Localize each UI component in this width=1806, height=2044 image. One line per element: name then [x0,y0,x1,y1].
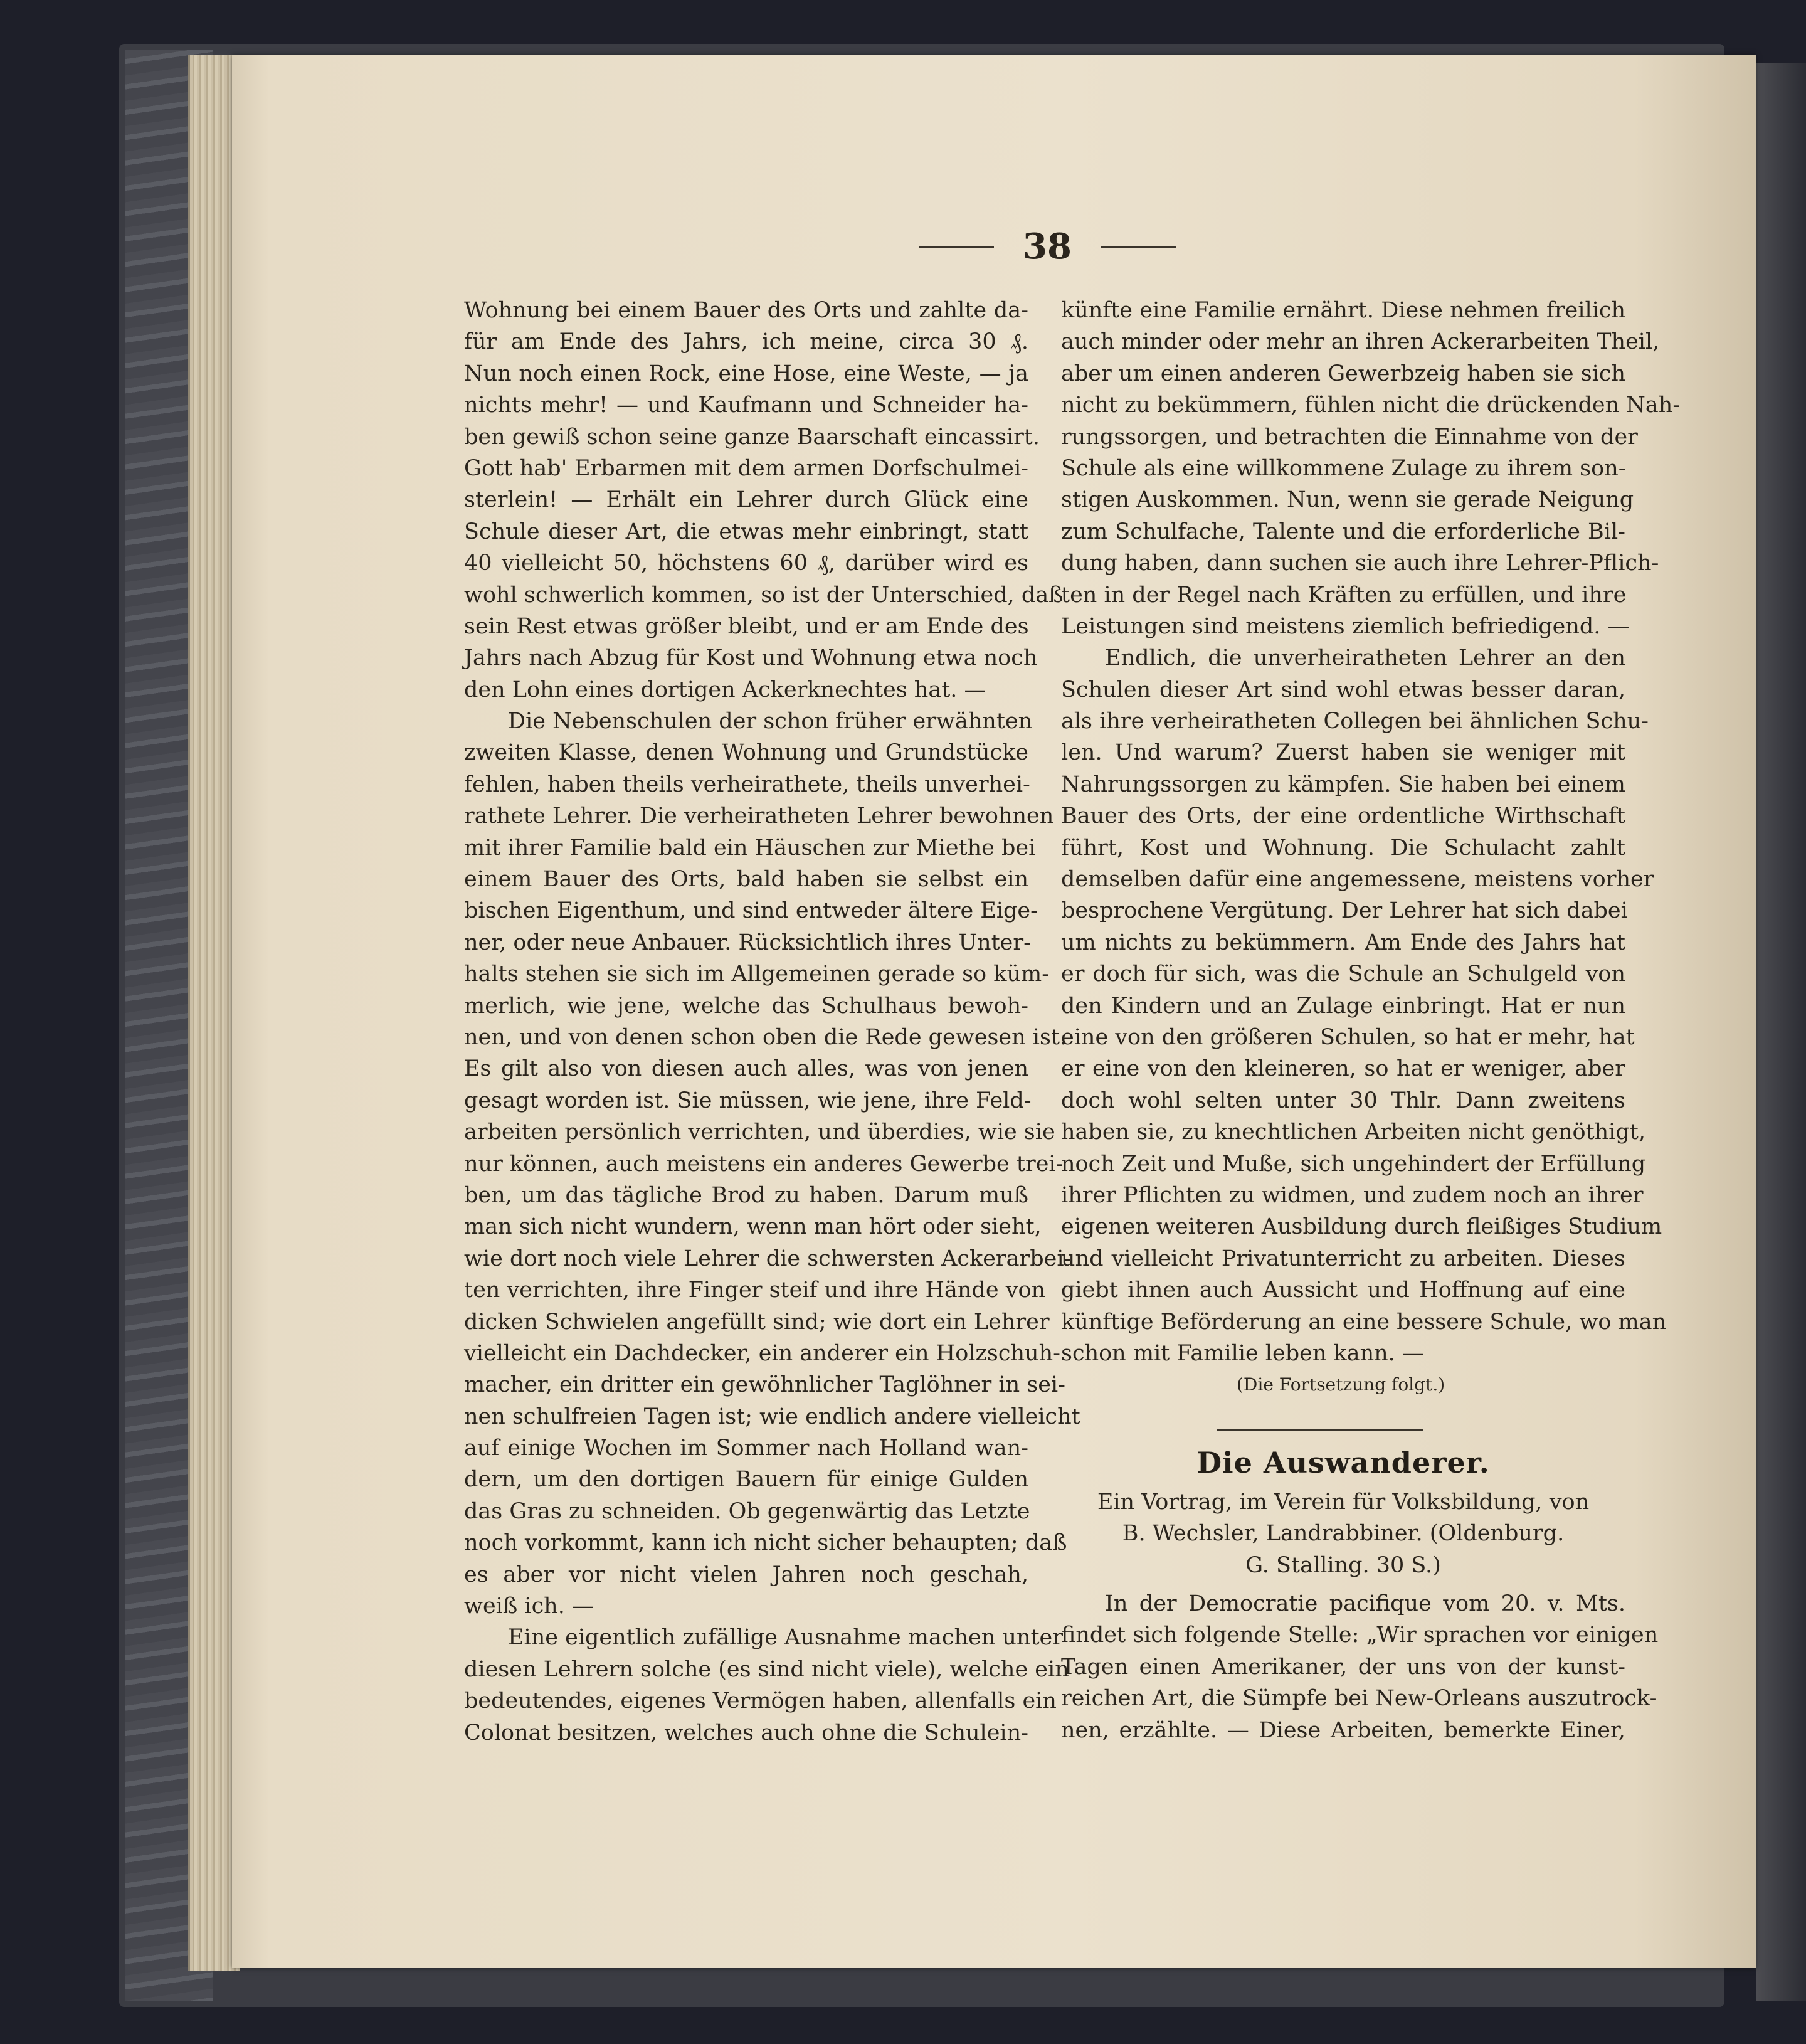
text-line: auf einige Wochen im Sommer nach Holland wan- [464,1436,1028,1461]
text-line: diesen Lehrern solche (es sind nicht viele), welche ein [464,1656,1069,1682]
text-line: Nun noch einen Rock, eine Hose, eine Weste, — ja [464,361,1028,386]
text-line: arbeiten persönlich verrichten, und überdies, wie sie [464,1120,1055,1145]
text-line: führt, Kost und Wohnung. Die Schulacht zahlt [1061,835,1625,860]
folio-rule-left [919,246,994,248]
text-line: vielleicht ein Dachdecker, ein anderer ein Holzschuh- [464,1340,1060,1366]
text-line: zweiten Klasse, denen Wohnung und Grundstücke [464,740,1028,766]
text-line: als ihre verheiratheten Collegen bei ähnlichen Schu- [1061,709,1649,734]
text-line: man sich nicht wundern, wenn man hört oder sieht, [464,1214,1042,1240]
text-line: len. Und warum? Zuerst haben sie weniger mit [1061,740,1625,766]
text-line: merlich, wie jene, welche das Schulhaus bewoh- [464,993,1028,1019]
text-line: er eine von den kleineren, so hat er weniger, aber [1061,1056,1625,1082]
text-line: noch vorkommt, kann ich nicht sicher behaupten; daß [464,1530,1067,1556]
text-line: rungssorgen, und betrachten die Einnahme von der [1061,424,1638,450]
article-body [1061,1588,1659,1746]
text-line: nen schulfreien Tagen ist; wie endlich andere vielleicht [464,1404,1080,1429]
text-line: macher, ein dritter ein gewöhnlicher Taglöhner in sei- [464,1372,1065,1398]
text-line: bischen Eigenthum, und sind entweder ältere Eige- [464,898,1038,924]
text-line: reichen Art, die Sümpfe bei New-Orleans auszutrock- [1061,1686,1657,1712]
subtitle-line: B. Wechsler, Landrabbiner. (Oldenburg. [1122,1521,1565,1547]
text-line: Endlich, die unverheiratheten Lehrer an den [1105,645,1625,671]
text-line: ner, oder neue Anbauer. Rücksichtlich ihres Unter- [464,929,1031,955]
text-line: Jahrs nach Abzug für Kost und Wohnung etwa noch [464,645,1038,671]
right-column [1061,295,1681,1401]
article-title: Die Auswanderer. [1196,1446,1490,1480]
text-line: fehlen, haben theils verheirathete, theils unverhei- [464,771,1030,797]
text-line: zum Schulfache, Talente und die erforderliche Bil- [1061,519,1625,544]
subtitle-line: Ein Vortrag, im Verein für Volksbildung, von [1097,1490,1590,1515]
text-line: Die Nebenschulen der schon früher erwähnten [508,709,1033,734]
text-line: auch minder oder mehr an ihren Ackerarbeiten Theil, [1061,329,1660,355]
text-line: sterlein! — Erhält ein Lehrer durch Glück eine [464,487,1028,513]
text-line: stigen Auskommen. Nun, wenn sie gerade Neigung [1061,487,1634,513]
text-line: gesagt worden ist. Sie müssen, wie jene, ihre Feld- [464,1088,1032,1113]
text-line: er doch für sich, was die Schule an Schulgeld von [1061,961,1625,987]
text-line: dicken Schwielen angefüllt sind; wie dort ein Lehrer [464,1309,1050,1335]
text-line: aber um einen anderen Gewerbzeig haben sie sich [1061,361,1626,386]
text-line: 40 vielleicht 50, höchstens 60 ₰, darüber wird es [464,551,1028,576]
text-line: mit ihrer Familie bald ein Häuschen zur Miethe bei [464,835,1036,860]
text-line: dern, um den dortigen Bauern für einige Gulden [464,1467,1028,1493]
text-line: giebt ihnen auch Aussicht und Hoffnung auf eine [1061,1278,1625,1303]
text-line: ten in der Regel nach Kräften zu erfüllen, und ihre [1061,582,1627,608]
text-line: Schule dieser Art, die etwas mehr einbringt, statt [464,519,1028,544]
text-line: nichts mehr! — und Kaufmann und Schneider ha- [464,393,1028,418]
text-line: eigenen weiteren Ausbildung durch fleißiges Studium [1061,1214,1662,1240]
text-line: nen, erzählte. — Diese Arbeiten, bemerkte Einer, [1061,1717,1625,1743]
text-line: ben gewiß schon seine ganze Baarschaft eincassirt. [464,424,1040,450]
text-line: nicht zu bekümmern, fühlen nicht die drückenden Nah- [1061,393,1681,418]
text-line: Eine eigentlich zufällige Ausnahme machen unter [508,1625,1063,1651]
text-line: doch wohl selten unter 30 Thlr. Dann zweitens [1061,1088,1625,1113]
text-line: nur können, auch meistens ein anderes Gewerbe trei- [464,1151,1064,1177]
text-line: dung haben, dann suchen sie auch ihre Lehrer-Pflich- [1061,551,1659,576]
page-number: 38 [1023,226,1072,267]
text-line: findet sich folgende Stelle: „Wir sprachen vor einigen [1061,1623,1659,1648]
text-line: das Gras zu schneiden. Ob gegenwärtig das Letzte [464,1498,1030,1524]
text-line: Schule als eine willkommene Zulage zu ihrem son- [1061,455,1626,481]
continuation-note: (Die Fortsetzung folgt.) [1237,1374,1445,1395]
text-line: ten verrichten, ihre Finger steif und ihre Hände von [464,1278,1046,1303]
text-line: wie dort noch viele Lehrer die schwersten Ackerarbei- [464,1246,1072,1271]
text-line: nen, und von denen schon oben die Rede gewesen ist. [464,1024,1067,1050]
text-line: für am Ende des Jahrs, ich meine, circa 30 ₰. [464,329,1028,355]
text-line: Gott hab' Erbarmen mit dem armen Dorfschulmei- [464,455,1028,481]
text-line: einem Bauer des Orts, bald haben sie selbst ein [464,867,1028,892]
text-line: Colonat besitzen, welches auch ohne die Schulein- [464,1720,1028,1745]
text-line: ben, um das tägliche Brod zu haben. Darum muß [464,1182,1028,1208]
article-separator-rule [1217,1429,1423,1431]
text-line: halts stehen sie sich im Allgemeinen gerade so küm- [464,961,1050,987]
text-line: Leistungen sind meistens ziemlich befriedigend. — [1061,613,1630,639]
text-line: künftige Beförderung an eine bessere Schule, wo man [1061,1309,1667,1335]
article-subtitle [1061,1486,1625,1581]
subtitle-line: G. Stalling. 30 S.) [1245,1552,1441,1578]
left-column [464,295,1080,1749]
text-line: rathete Lehrer. Die verheiratheten Lehrer bewohnen [464,803,1054,829]
text-line: und vielleicht Privatunterricht zu arbeiten. Dieses [1061,1246,1625,1271]
text-line: Bauer des Orts, der eine ordentliche Wirthschaft [1061,803,1625,829]
text-line: bedeutendes, eigenes Vermögen haben, allenfalls ein [464,1688,1057,1714]
text-line: Schulen dieser Art sind wohl etwas besser daran, [1061,677,1625,702]
text-line: Tagen einen Amerikaner, der uns von der kunst- [1061,1654,1625,1680]
right-book-edge [1756,63,1806,2001]
text-line: ihrer Pflichten zu widmen, und zudem noch an ihrer [1061,1182,1644,1208]
text-line: schon mit Familie leben kann. — [1061,1340,1424,1366]
text-line: den Lohn eines dortigen Ackerknechtes hat. — [464,677,986,702]
text-line: noch Zeit und Muße, sich ungehindert der Erfüllung [1061,1151,1646,1177]
text-line: weiß ich. — [464,1594,594,1619]
text-line: demselben dafür eine angemessene, meistens vorher [1061,867,1654,892]
text-line: den Kindern und an Zulage einbringt. Hat er nun [1061,993,1625,1019]
text-line: Nahrungssorgen zu kämpfen. Sie haben bei einem [1061,771,1625,797]
text-line: eine von den größeren Schulen, so hat er mehr, hat [1061,1024,1635,1050]
text-line: Wohnung bei einem Bauer des Orts und zahlte da- [464,298,1028,323]
text-line: In der Democratie pacifique vom 20. v. Mts. [1105,1591,1625,1616]
text-line: künfte eine Familie ernährt. Diese nehmen freilich [1061,298,1625,323]
text-line: Es gilt also von diesen auch alles, was von jenen [464,1056,1028,1082]
folio-rule-right [1101,246,1176,248]
page-number-header [903,225,1191,268]
text-line: besprochene Vergütung. Der Lehrer hat sich dabei [1061,898,1628,924]
text-line: es aber vor nicht vielen Jahren noch geschah, [464,1562,1028,1587]
text-line: wohl schwerlich kommen, so ist der Unterschied, daß [464,582,1064,608]
text-line: um nichts zu bekümmern. Am Ende des Jahrs hat [1061,929,1625,955]
text-line: sein Rest etwas größer bleibt, und er am Ende des [464,613,1029,639]
text-line: haben sie, zu knechtlichen Arbeiten nicht genöthigt, [1061,1120,1645,1145]
